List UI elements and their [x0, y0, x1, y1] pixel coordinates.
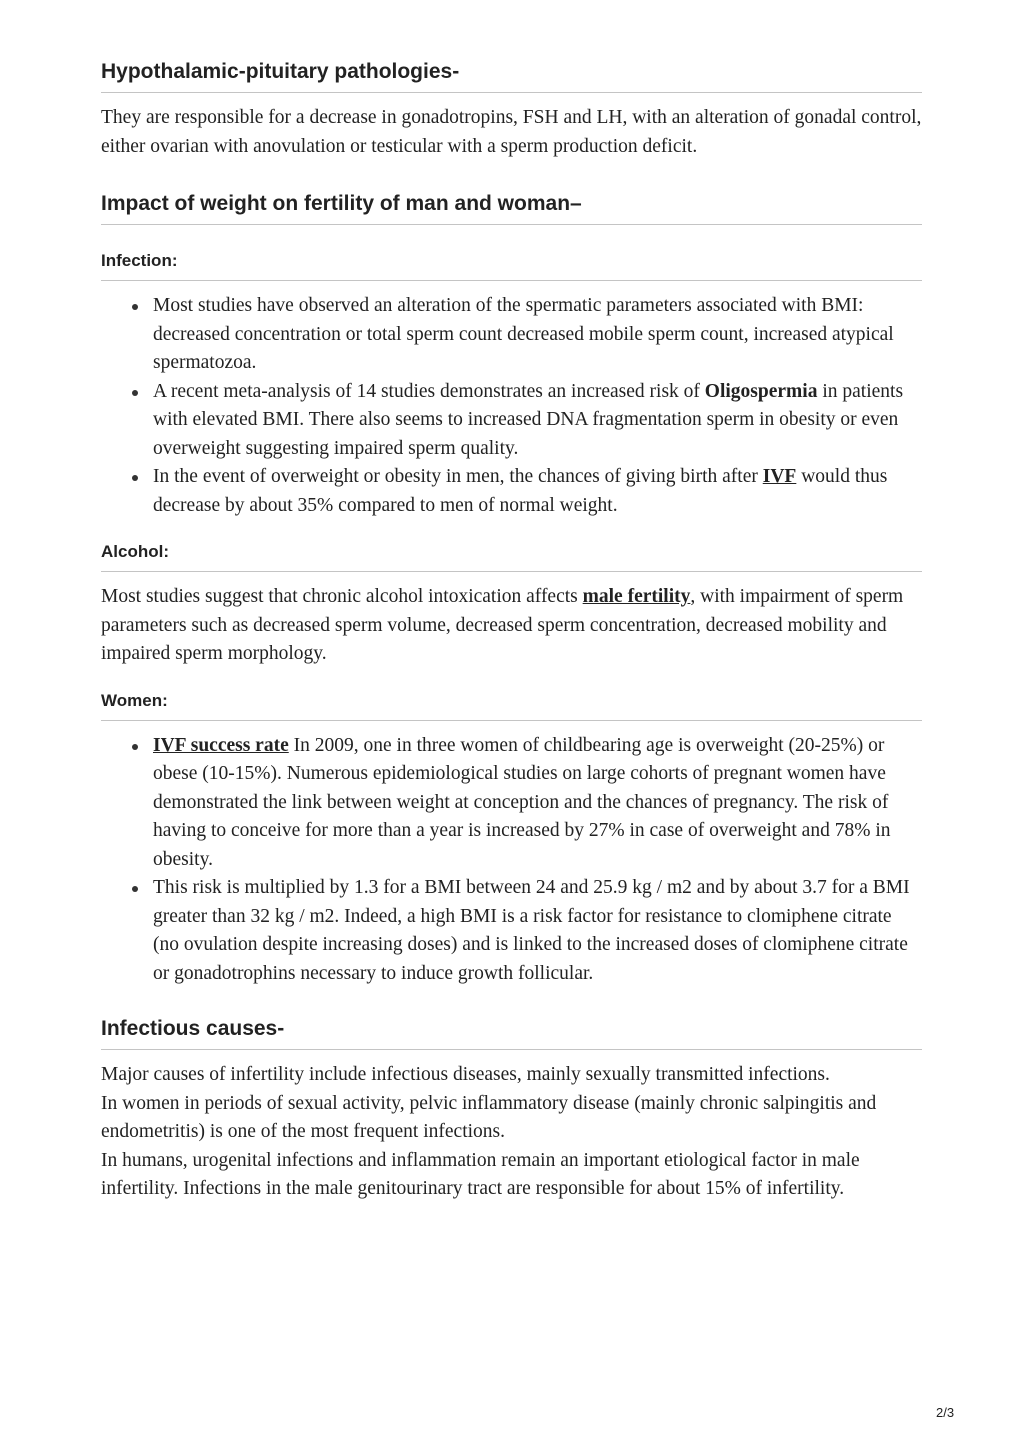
paragraph-text: Most studies suggest that chronic alcohol intoxication affects — [101, 586, 583, 607]
infectious-paragraph-3: In humans, urogenital infections and inflammation remain an important etiological factor in male infertility. Infections in the male genitourinary tract are responsible for about 15% of infertility. — [101, 1149, 860, 1199]
page-number: 2/3 — [936, 1405, 955, 1420]
section-heading-hypothalamic: Hypothalamic-pituitary pathologies- — [101, 60, 922, 93]
subheading-infection: Infection: — [101, 251, 922, 281]
oligospermia-term: Oligospermia — [704, 380, 818, 402]
ivf-link[interactable]: IVF — [762, 466, 797, 487]
women-list — [101, 732, 922, 989]
infectious-paragraph-1: Major causes of infertility include infectious diseases, mainly sexually transmitted infections. — [101, 1064, 830, 1085]
section-heading-infectious: Infectious causes- — [101, 1017, 922, 1050]
male-fertility-link[interactable]: male fertility — [582, 586, 691, 607]
list-item: Most studies have observed an alteration of the spermatic parameters associated with BMI: decreased concentration or total sperm count decreased mobile sperm count, increased atypical spermatozoa. — [153, 292, 922, 378]
article-content — [101, 60, 922, 1204]
section-heading-weight: Impact of weight on fertility of man and woman– — [101, 192, 922, 225]
list-item: This risk is multiplied by 1.3 for a BMI between 24 and 25.9 kg / m2 and by about 3.7 for a BMI greater than 32 kg / m2. Indeed, a high BMI is a risk factor for resistance to clomiphene citrate (no ovulation despite increasing doses) and is linked to the increased doses of clomiphene citrate or gonadotrophins necessary to induce growth follicular. — [153, 874, 922, 988]
paragraph-text: , with impairment of sperm parameters such as decreased sperm volume, decreased sperm concentration, decreased mobility and impaired sperm morphology. — [101, 586, 904, 664]
infection-list — [101, 292, 922, 520]
subheading-alcohol: Alcohol: — [101, 542, 922, 572]
alcohol-paragraph — [101, 583, 922, 669]
list-item-text: In 2009, one in three women of childbearing age is overweight (20-25%) or obese (10-15%). Numerous epidemiological studies on large cohorts of pregnant women have demonstrated the link between weight at conception and the chances of pregnancy. The risk of having to conceive for more than a year is increased by 27% in case of overweight and 78% in obesity. — [153, 734, 891, 870]
list-item-text: would thus decrease by about 35% compared to men of normal weight. — [153, 466, 888, 516]
list-item — [153, 378, 922, 464]
list-item — [153, 732, 922, 875]
infectious-paragraph-2: In women in periods of sexual activity, pelvic inflammatory disease (mainly chronic salpingitis and endometritis) is one of the most frequent infections. — [101, 1092, 877, 1142]
list-item-text: in patients with elevated BMI. There also seems to increased DNA fragmentation sperm in obesity or even overweight suggesting impaired sperm quality. — [153, 380, 904, 459]
list-item — [153, 463, 922, 520]
list-item-text: In the event of overweight or obesity in men, the chances of giving birth after — [153, 466, 763, 487]
subheading-women: Women: — [101, 691, 922, 721]
ivf-success-rate-link[interactable]: IVF success rate — [153, 734, 289, 756]
hypothalamic-paragraph: They are responsible for a decrease in gonadotropins, FSH and LH, with an alteration of gonadal control, either ovarian with anovulation or testicular with a sperm production deficit. — [101, 107, 922, 157]
list-item-text: A recent meta-analysis of 14 studies demonstrates an increased risk of — [153, 380, 705, 402]
